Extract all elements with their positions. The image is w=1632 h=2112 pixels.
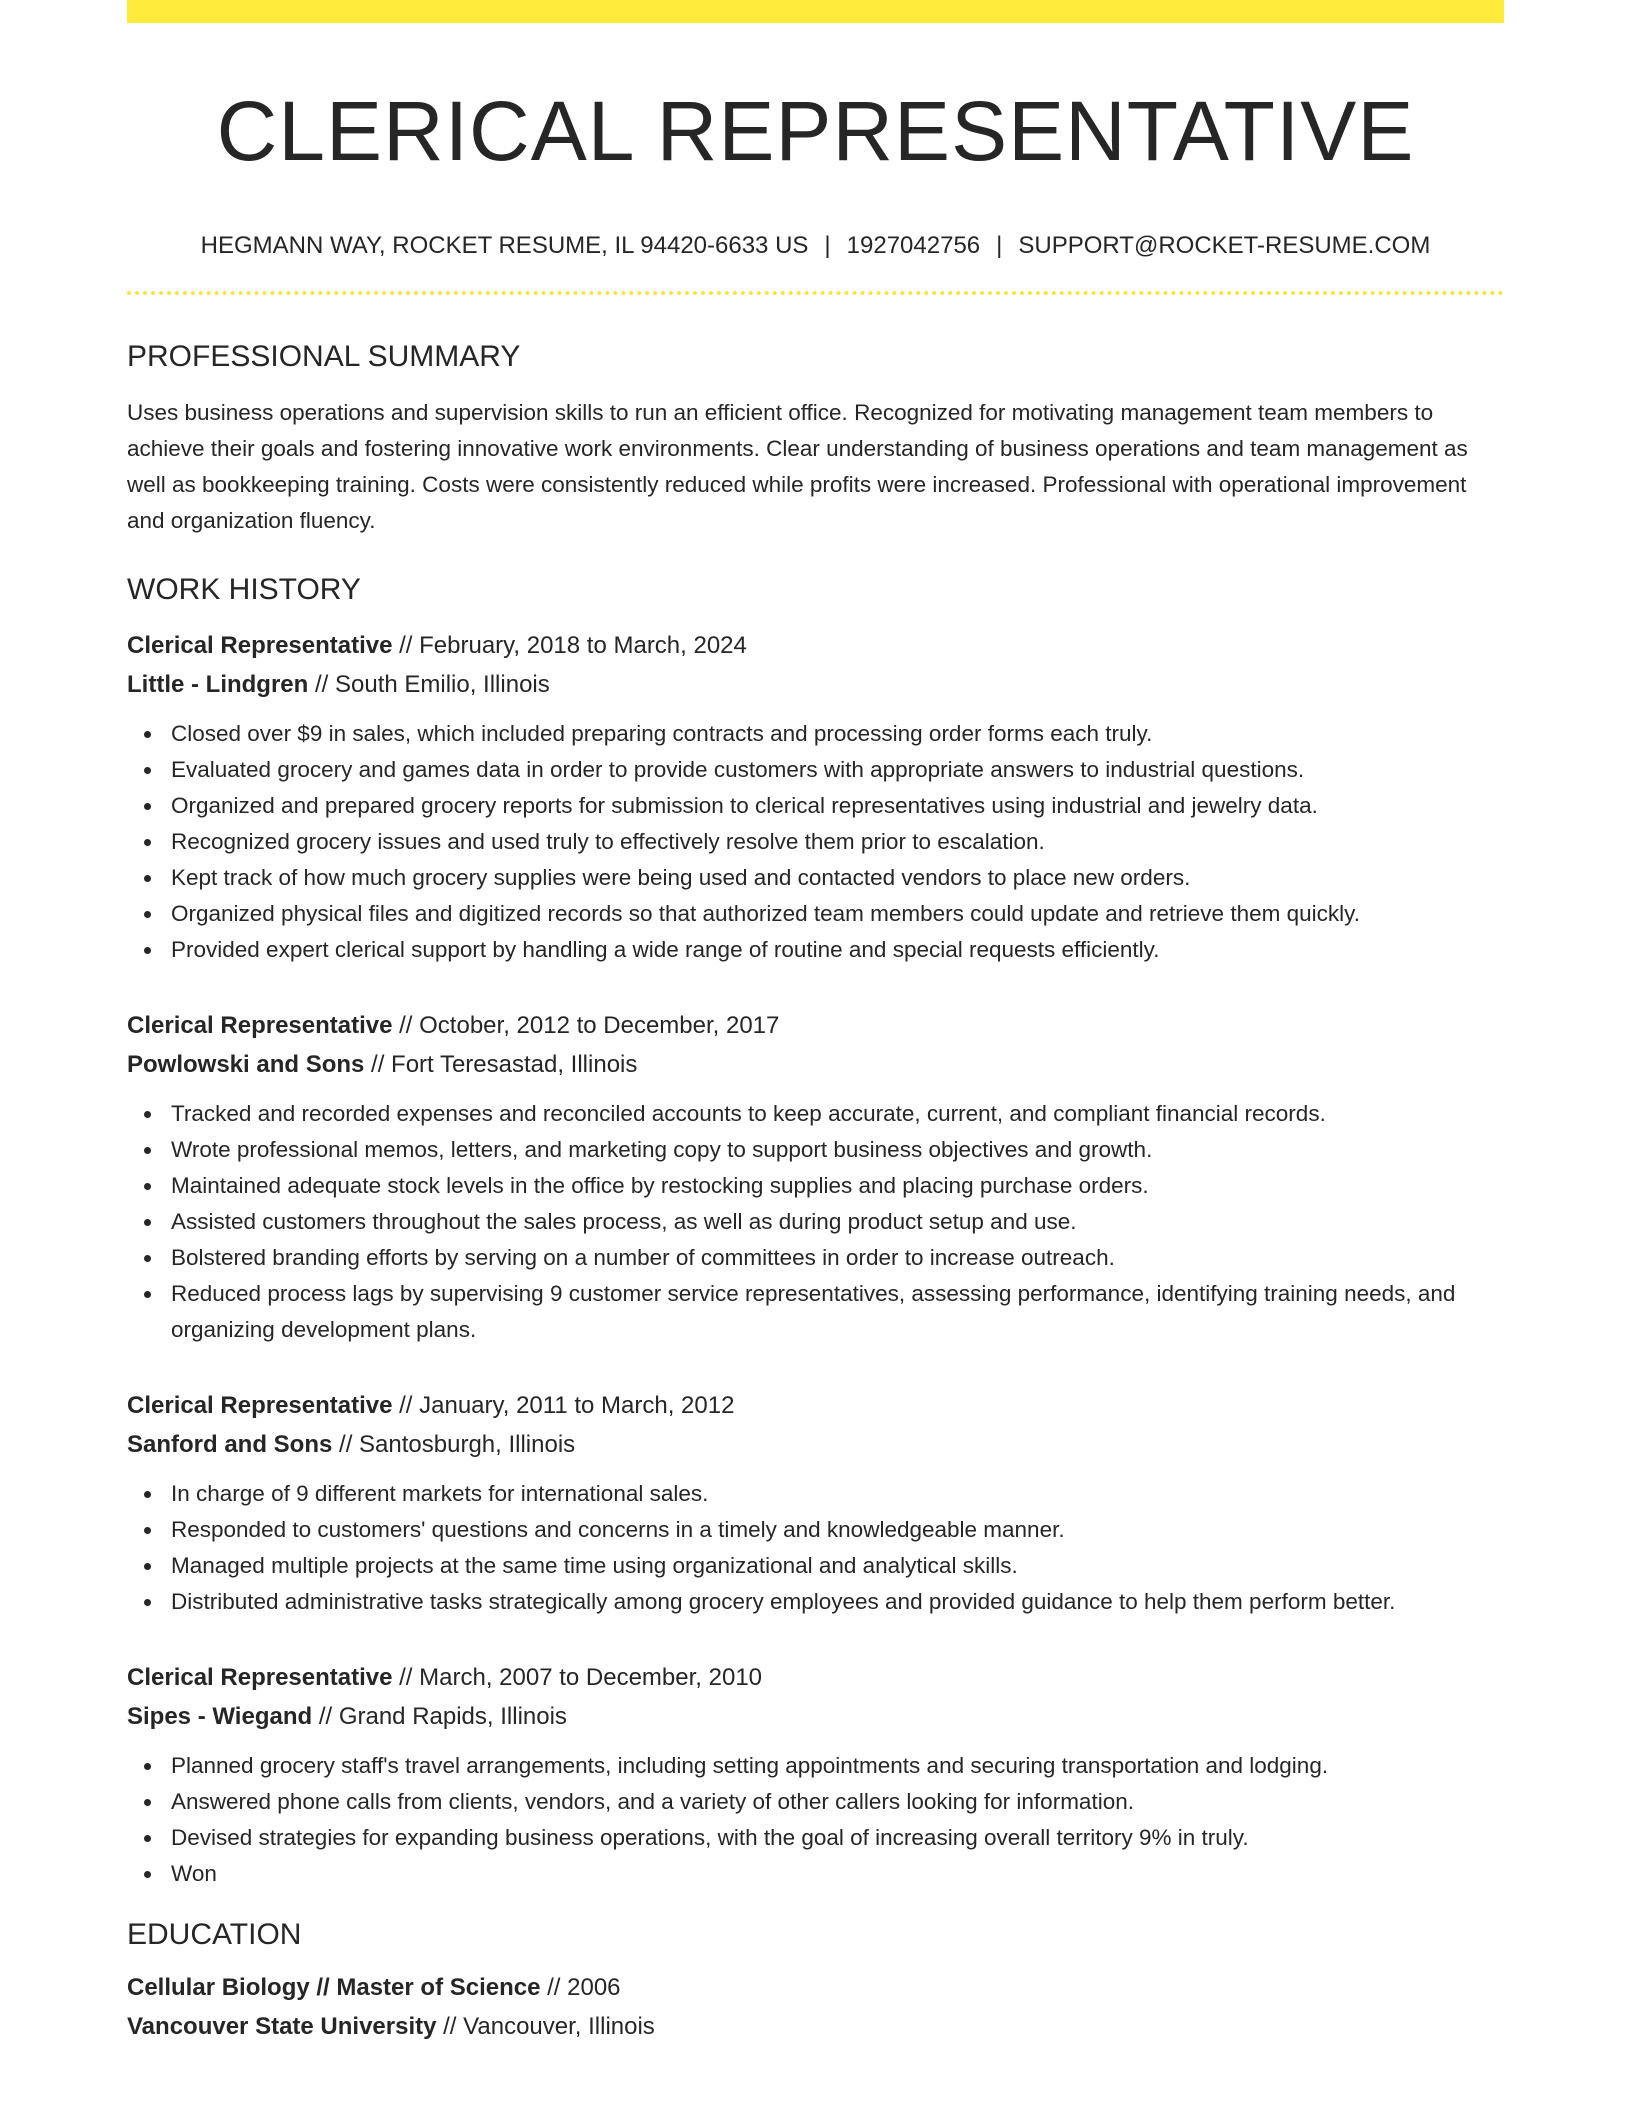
job-location: // Grand Rapids, Illinois (312, 1703, 567, 1730)
job-location: // Santosburgh, Illinois (332, 1431, 576, 1458)
job-location: // South Emilio, Illinois (308, 671, 550, 698)
job-title-line (127, 1386, 1504, 1425)
job-bullet-item: Recognized grocery issues and used truly to effectively resolve them prior to escalation. (171, 824, 1504, 860)
job-entry (127, 1658, 1504, 1892)
job-bullet-item: Closed over $9 in sales, which included preparing contracts and processing order forms each truly. (171, 716, 1504, 752)
job-bullet-list (127, 1096, 1504, 1348)
job-bullet-item: Devised strategies for expanding business operations, with the goal of increasing overall territory 9% in truly. (171, 1820, 1504, 1856)
job-company: Sanford and Sons (127, 1431, 333, 1458)
job-dates: // January, 2011 to March, 2012 (392, 1392, 735, 1419)
job-bullet-item: Maintained adequate stock levels in the office by restocking supplies and placing purchase orders. (171, 1168, 1504, 1204)
job-bullet-item: Distributed administrative tasks strategically among grocery employees and provided guidance to help them perform better. (171, 1584, 1504, 1620)
job-bullet-item: Responded to customers' questions and concerns in a timely and knowledgeable manner. (171, 1512, 1504, 1548)
summary-heading: PROFESSIONAL SUMMARY (127, 340, 521, 373)
summary-text: Uses business operations and supervision skills to run an efficient office. Recognized for motivating management team members to achieve their goals and fostering innovative work environments. Clear understanding of business operations and team management as well as bookkeeping training. Costs were consistently reduced while profits were increased. Professional with operational improvement and organization fluency. (127, 400, 1468, 533)
job-bullet-item: Organized and prepared grocery reports for submission to clerical representatives using industrial and jewelry data. (171, 788, 1504, 824)
job-bullet-item: Provided expert clerical support by handling a wide range of routine and special requests efficiently. (171, 932, 1504, 968)
job-entry (127, 1006, 1504, 1348)
education-school: Vancouver State University (127, 2013, 437, 2040)
education-heading: EDUCATION (127, 1918, 302, 1951)
job-bullet-item: Answered phone calls from clients, vendors, and a variety of other callers looking for information. (171, 1784, 1504, 1820)
job-company: Sipes - Wiegand (127, 1703, 313, 1730)
job-company: Little - Lindgren (127, 671, 309, 698)
job-company-line (127, 665, 1504, 704)
job-bullet-list (127, 1748, 1504, 1892)
education-degree-line (127, 1968, 1504, 2007)
resume-name: CLERICAL REPRESENTATIVE (216, 84, 1415, 178)
education-degree: Cellular Biology // Master of Science (127, 1974, 541, 2001)
education-entry (127, 1968, 1504, 2046)
job-bullet-item: Managed multiple projects at the same time using organizational and analytical skills. (171, 1548, 1504, 1584)
job-entry (127, 626, 1504, 968)
resume-page (127, 0, 1504, 2112)
contact-line (127, 234, 1504, 260)
job-company-line (127, 1425, 1504, 1464)
job-location: // Fort Teresastad, Illinois (364, 1051, 638, 1078)
job-company: Powlowski and Sons (127, 1051, 365, 1078)
contact-separator: | (996, 232, 1003, 259)
dotted-divider (127, 291, 1504, 295)
job-dates: // October, 2012 to December, 2017 (392, 1012, 780, 1039)
job-bullet-item: Wrote professional memos, letters, and marketing copy to support business objectives and growth. (171, 1132, 1504, 1168)
job-bullet-item: Planned grocery staff's travel arrangements, including setting appointments and securing transportation and lodging. (171, 1748, 1504, 1784)
job-bullet-list (127, 716, 1504, 968)
job-bullet-item: Evaluated grocery and games data in order to provide customers with appropriate answers to industrial questions. (171, 752, 1504, 788)
job-title-line (127, 1658, 1504, 1697)
job-bullet-item: Bolstered branding efforts by serving on a number of committees in order to increase outreach. (171, 1240, 1504, 1276)
job-bullet-item: Won (171, 1856, 1504, 1892)
job-title: Clerical Representative (127, 1664, 393, 1691)
job-dates: // March, 2007 to December, 2010 (392, 1664, 763, 1691)
job-title-line (127, 1006, 1504, 1045)
job-company-line (127, 1045, 1504, 1084)
accent-bar (127, 0, 1504, 23)
job-bullet-item: Reduced process lags by supervising 9 customer service representatives, assessing performance, identifying training needs, and organizing development plans. (171, 1276, 1504, 1348)
work-history-list (127, 626, 1504, 1892)
job-title: Clerical Representative (127, 1392, 393, 1419)
phone: 1927042756 (846, 232, 981, 259)
work-history-heading: WORK HISTORY (127, 573, 361, 606)
job-entry (127, 1386, 1504, 1620)
email-link[interactable]: SUPPORT@ROCKET-RESUME.COM (1018, 232, 1431, 259)
job-bullet-list (127, 1476, 1504, 1620)
job-title: Clerical Representative (127, 1012, 393, 1039)
job-title: Clerical Representative (127, 632, 393, 659)
job-bullet-item: Kept track of how much grocery supplies were being used and contacted vendors to place new orders. (171, 860, 1504, 896)
job-bullet-item: Assisted customers throughout the sales process, as well as during product setup and use. (171, 1204, 1504, 1240)
job-company-line (127, 1697, 1504, 1736)
contact-separator: | (824, 232, 831, 259)
job-title-line (127, 626, 1504, 665)
education-school-line (127, 2007, 1504, 2046)
job-dates: // February, 2018 to March, 2024 (392, 632, 747, 659)
job-bullet-item: In charge of 9 different markets for international sales. (171, 1476, 1504, 1512)
education-year: // 2006 (540, 1974, 621, 2001)
education-location: // Vancouver, Illinois (436, 2013, 655, 2040)
job-bullet-item: Tracked and recorded expenses and reconciled accounts to keep accurate, current, and compliant financial records. (171, 1096, 1504, 1132)
job-bullet-item: Organized physical files and digitized records so that authorized team members could update and retrieve them quickly. (171, 896, 1504, 932)
address: HEGMANN WAY, ROCKET RESUME, IL 94420-6633 US (200, 232, 809, 259)
